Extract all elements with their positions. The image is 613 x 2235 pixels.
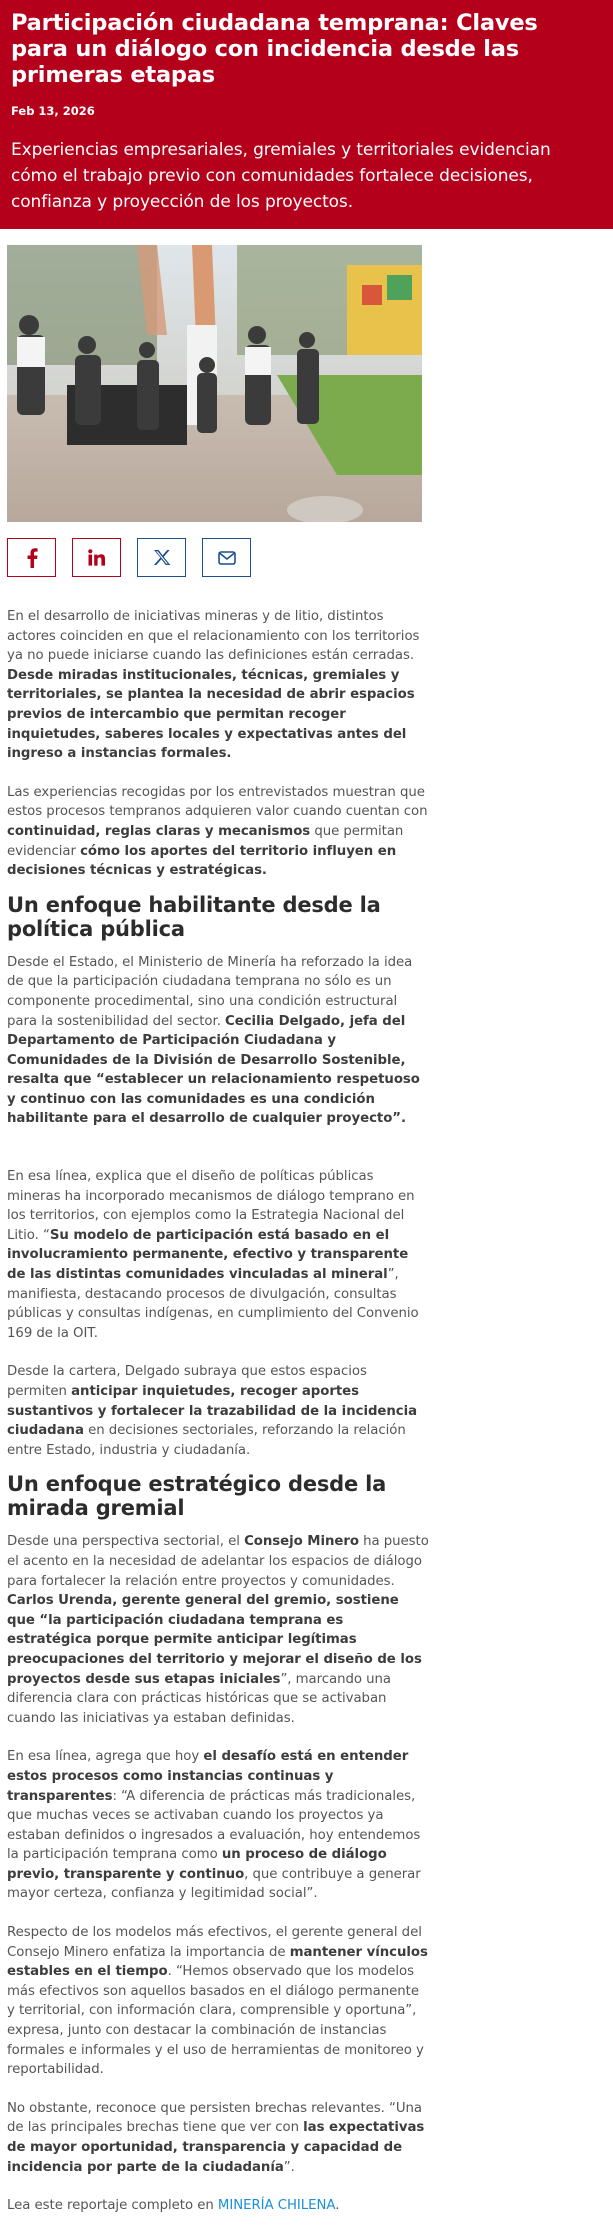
paragraph: Desde el Estado, el Ministerio de Minería ha reforzado la idea de que la participación ciudadana temprana no sólo es un componente procedimental, sino una condición estructural para la sostenibilidad del sector. Cecilia Delgado, jefa del Departamento de Participación Ciudadana y Comunidades de la División de Desarrollo Sostenible, resalta que “establecer un relacionamiento respetuoso y continuo con las comunidades es una condición habilitante para el desarrollo de cualquier proyecto”. [7, 954, 420, 1127]
section-heading: Un enfoque estratégico desde la mirada gremial [7, 1472, 387, 1521]
article-date: Feb 13, 2026 [11, 104, 95, 118]
paragraph: En el desarrollo de iniciativas mineras y de litio, distintos actores coinciden en que el relacionamiento con los territorios ya no puede iniciarse cuando las definiciones están cerradas. Desde miradas institucionales, técnicas, gremiales y territoriales, se plantea la necesidad de abrir espacios previos de intercambio que permitan recoger inquietudes, saberes locales y expectativas antes del ingreso a instancias formales. [7, 609, 420, 762]
envelope-icon [218, 551, 236, 565]
share-bar [7, 538, 430, 577]
paragraph: Desde una perspectiva sectorial, el Consejo Minero ha puesto el acento en la necesidad de adelantar los espacios de diálogo para fortalecer la relación entre proyectos y comunidades. Carlos Urenda, gerente general del gremio, sostiene que “la participación ciudadana temprana es estratégica porque permite anticipar legítimas preocupaciones del territorio y mejorar el diseño de los proyectos desde sus etapas iniciales”, marcando una diferencia clara con prácticas históricas que se activaban cuando las iniciativas ya estaban definidas. [7, 1534, 429, 1726]
linkedin-icon [88, 549, 105, 566]
paragraph: Desde la cartera, Delgado subraya que estos espacios permiten anticipar inquietudes, recoger aportes sustantivos y fortalecer la trazabilidad de la incidencia ciudadana en decisiones sectoriales, reforzando la relación entre Estado, industria y ciudadanía. [7, 1364, 418, 1458]
article-title: Participación ciudadana temprana: Claves para un diálogo con incidencia desde las primeras etapas [11, 10, 538, 88]
paragraph: No obstante, reconoce que persisten brechas relevantes. “Una de las principales brechas tiene que ver con las expectativas de mayor oportunidad, transparencia y capacidad de incidencia por parte de la ciudadanía”. [7, 2100, 425, 2175]
x-icon [153, 549, 171, 566]
article-content [0, 245, 430, 2216]
share-x-button[interactable] [137, 538, 186, 577]
article-body [7, 607, 430, 2216]
facebook-icon [26, 548, 38, 568]
paragraph: Respecto de los modelos más efectivos, el gerente general del Consejo Minero enfatiza la importancia de mantener vínculos estables en el tiempo. “Hemos observado que los modelos más efectivos son aquellos basados en el diálogo permanente y territorial, con información clara, comprensible y oportuna”, expresa, junto con destacar la combinación de instancias formales e informales y el uso de herramientas de monitoreo y reportabilidad. [7, 1925, 428, 2078]
article-header [0, 0, 613, 229]
share-linkedin-button[interactable] [72, 538, 121, 577]
share-facebook-button[interactable] [7, 538, 56, 577]
section-heading: Un enfoque habilitante desde la política pública [7, 892, 381, 941]
paragraph: Lea este reportaje completo en MINERÍA CHILENA. [7, 2198, 340, 2214]
paragraph: Las experiencias recogidas por los entrevistados muestran que estos procesos tempranos adquieren valor cuando cuentan con continuidad, reglas claras y mecanismos que permitan evidenciar cómo los aportes del territorio influyen en decisiones técnicas y estratégicas. [7, 784, 428, 879]
article-photo [7, 245, 422, 522]
paragraph: En esa línea, agrega que hoy el desafío está en entender estos procesos como instancias continuas y transparentes: “A diferencia de prácticas más tradicionales, que muchas veces se activaban cuando los proyectos ya estaban definidos o ingresados a evaluación, hoy entendemos la participación temprana como un proceso de diálogo previo, transparente y continuo, que contribuye a generar mayor certeza, confianza y legitimidad social”. [7, 1749, 421, 1902]
article-lead: Experiencias empresariales, gremiales y territoriales evidencian cómo el trabajo previo con comunidades fortalece decisiones, confianza y proyección de los proyectos. [11, 140, 551, 212]
paragraph: En esa línea, explica que el diseño de políticas públicas mineras ha incorporado mecanismos de diálogo temprano en los territorios, con ejemplos como la Estrategia Nacional del Litio. “Su modelo de participación está basado en el involucramiento permanente, efectivo y transparente de las distintas comunidades vinculadas al mineral”, manifiesta, destacando procesos de divulgación, consultas públicas y consultas indígenas, en cumplimiento del Convenio 169 de la OIT. [7, 1169, 419, 1341]
source-link[interactable]: MINERÍA CHILENA [217, 2198, 336, 2214]
share-email-button[interactable] [202, 538, 251, 577]
